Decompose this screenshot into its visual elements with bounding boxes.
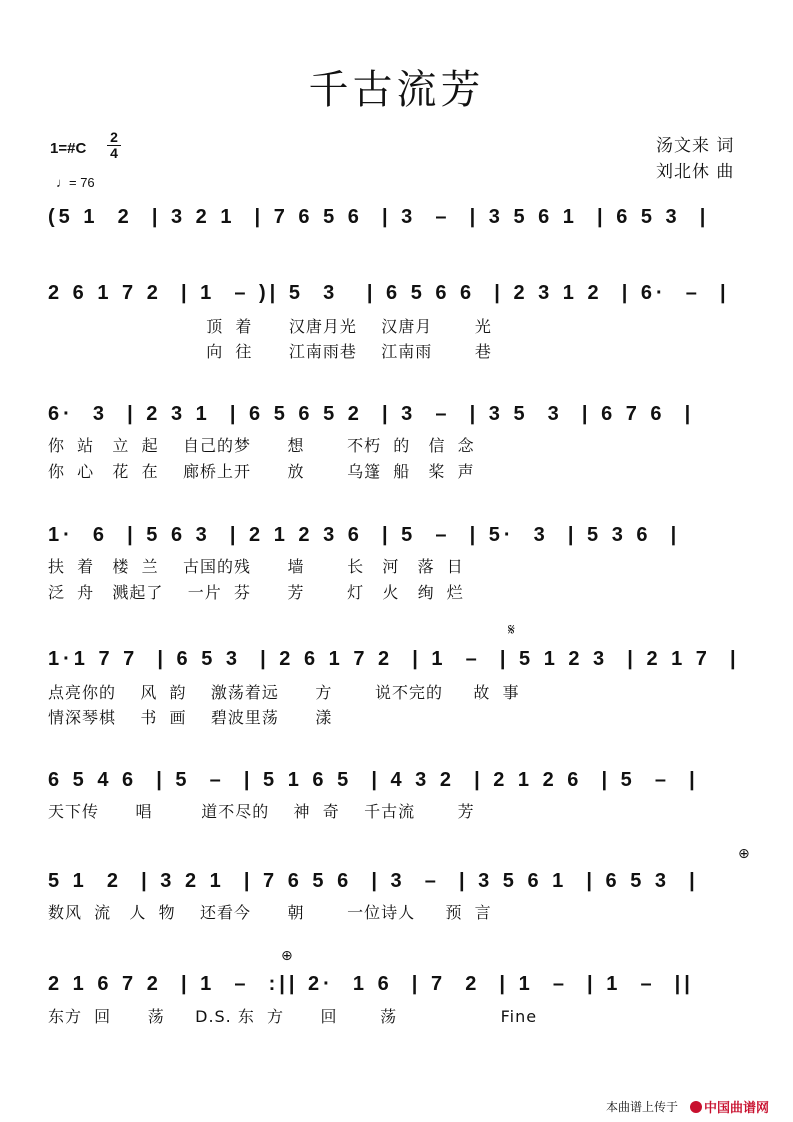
notation-line: 6· 3 | 2 3 1 | 6 5 6 5 2 | 3 – | 3 5 3 | 6 7 6 | (48, 403, 695, 425)
segno-icon: 𝄋 (508, 620, 515, 639)
notation-line: 1· 6 | 5 6 3 | 2 1 2 3 6 | 5 – | 5· 3 | 5 3 6 | (48, 524, 681, 546)
lyric-line-2: 泛 舟 溅起了 一片 芬 芳 灯 火 绚 烂 (48, 583, 464, 602)
time-signature (106, 130, 122, 161)
time-signature-top: 2 (110, 129, 118, 145)
notation-line: 6 5 4 6 | 5 – | 5 1 6 5 | 4 3 2 | 2 1 2 6 | 5 – | (48, 769, 699, 791)
lyric-line-1: 顶 着 汉唐月光 汉唐月 光 (48, 317, 492, 336)
tempo-marking: ♩= 76 (56, 175, 95, 190)
site-logo (690, 1097, 769, 1116)
page-title: 千古流芳 (308, 67, 485, 113)
notation-line: 5 1 2 | 3 2 1 | 7 6 5 6 | 3 – | 3 5 6 1 | 6 5 3 | (48, 870, 699, 892)
notation-line: 2 6 1 7 2 | 1 – )| 5 3 | 6 5 6 6 | 2 3 1 2 | 6· – | (48, 282, 730, 304)
lyric-line-2: 情深琴棋 书 画 碧波里荡 漾 (48, 708, 333, 727)
lyric-line-2: 你 心 花 在 廊桥上开 放 乌篷 船 桨 声 (48, 462, 475, 481)
lyric-line-1: 扶 着 楼 兰 古国的残 墙 长 河 落 日 (48, 557, 464, 576)
notation-line: 1·1 7 7 | 6 5 3 | 2 6 1 7 2 | 1 – | 5 1 2 3 | 2 1 7 | (48, 648, 740, 670)
lyric-line-1: 东方 回 荡 D.S. 东 方 回 荡 Fine (48, 1007, 538, 1026)
coda-icon: ⊕ (738, 846, 750, 862)
lyric-line-1: 你 站 立 起 自己的梦 想 不朽 的 信 念 (48, 436, 475, 455)
logo-text: 中国曲谱网 (704, 1101, 770, 1116)
lyricist-credit: 汤文来 词 (656, 136, 735, 156)
coda-icon-2: ⊕ (281, 948, 293, 964)
time-signature-bottom: 4 (110, 145, 118, 161)
notation-line: 2 1 6 7 2 | 1 – :|| 2· 1 6 | 7 2 | 1 – | 1 – || (48, 973, 694, 995)
lyric-line-2: 向 往 江南雨巷 江南雨 巷 (48, 342, 492, 361)
logo-mark-icon (690, 1101, 702, 1113)
notation-line: (5 1 2 | 3 2 1 | 7 6 5 6 | 3 – | 3 5 6 1 | 6 5 3 | (48, 206, 710, 228)
upload-note: 本曲谱上传于 (606, 1100, 679, 1114)
lyric-line-1: 天下传 唱 道不尽的 神 奇 千古流 芳 (48, 802, 475, 821)
key-signature: 1=#C (50, 140, 87, 157)
lyric-line-1: 点亮你的 风 韵 激荡着远 方 说不完的 故 事 (48, 683, 520, 702)
lyric-line-1: 数风 流 人 物 还看今 朝 一位诗人 预 言 (48, 903, 492, 922)
composer-credit: 刘北休 曲 (656, 162, 735, 182)
